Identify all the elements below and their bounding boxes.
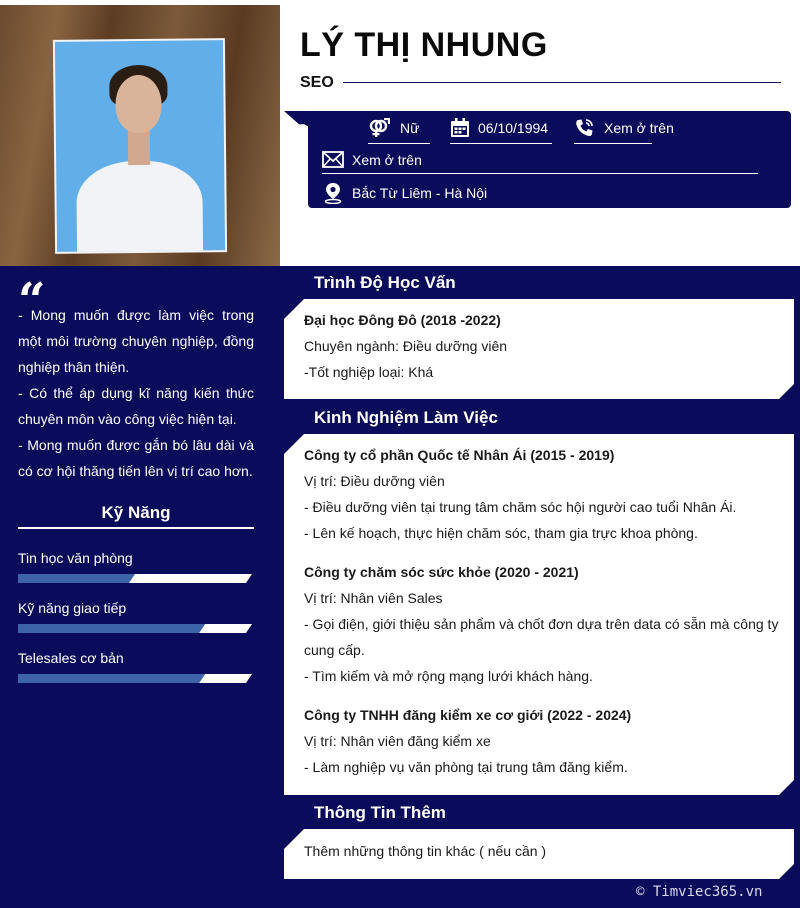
skill-item xyxy=(18,600,254,616)
job-position: Vị trí: Nhân viên đăng kiểm xe xyxy=(304,733,491,749)
phone-value: Xem ở trên xyxy=(604,120,674,136)
skill-bar xyxy=(18,674,252,683)
calendar-icon xyxy=(450,118,470,138)
skill-bar-fill xyxy=(18,674,205,683)
candidate-name: LÝ THỊ NHUNG xyxy=(300,26,548,64)
education-major: Chuyên ngành: Điều dưỡng viên xyxy=(304,338,508,354)
mail-icon xyxy=(322,151,344,168)
job-duty: - Tìm kiếm và mở rộng mạng lưới khách hàng. xyxy=(304,668,593,684)
education-school: Đại học Đông Đô (2018 -2022) xyxy=(304,312,501,328)
objective-line: - Mong muốn được gắn bó lâu dài và có cơ hội thăng tiến lên vị trí cao hơn. xyxy=(18,437,254,479)
phone-item xyxy=(574,118,674,138)
candidate-role: SEO xyxy=(300,74,334,91)
address-item xyxy=(324,182,487,204)
job-duty: - Làm nghiệp vụ văn phòng tại trung tâm đăng kiểm. xyxy=(304,759,628,775)
job-company: Công ty chăm sóc sức khỏe (2020 - 2021) xyxy=(304,564,579,580)
job-entry xyxy=(304,442,784,546)
job-duty: - Điều dưỡng viên tại trung tâm chăm sóc hội người cao tuổi Nhân Ái. xyxy=(304,499,737,515)
skills-title: Kỹ Năng xyxy=(101,503,171,522)
experience-title: Kinh Nghiệm Làm Việc xyxy=(314,408,498,427)
birthday-value: 06/10/1994 xyxy=(478,120,549,136)
phone-icon xyxy=(574,118,594,138)
job-entry xyxy=(304,559,784,689)
job-duty: - Gọi điện, giới thiệu sản phẩm và chốt đơn dựa trên data có sẵn mà công ty cung cấp. xyxy=(304,616,779,658)
education-title: Trình Độ Học Vấn xyxy=(314,273,456,292)
phone-underline xyxy=(574,143,652,144)
role-divider xyxy=(343,82,781,83)
job-company: Công ty TNHH đăng kiểm xe cơ giới (2022 - 2024) xyxy=(304,707,632,723)
gender-item xyxy=(368,118,419,138)
skill-bar xyxy=(18,624,252,633)
extra-text: Thêm những thông tin khác ( nếu cần ) xyxy=(304,843,547,859)
skills-divider xyxy=(18,527,254,529)
skill-label: Telesales cơ bản xyxy=(18,650,124,666)
gender-value: Nữ xyxy=(400,120,420,136)
skill-label: Tin học văn phòng xyxy=(18,550,133,566)
gender-icon xyxy=(368,118,390,138)
birthday-underline xyxy=(450,143,552,144)
skill-item xyxy=(18,650,254,666)
career-objective xyxy=(18,302,254,484)
objective-line: - Mong muốn được làm việc trong một môi trường chuyên nghiệp, đồng nghiệp thân thiện. xyxy=(18,307,254,375)
birthday-item xyxy=(450,118,548,138)
skill-label: Kỹ năng giao tiếp xyxy=(18,600,127,616)
photo-face xyxy=(115,75,162,133)
skill-bar-fill xyxy=(18,624,205,633)
job-company: Công ty cổ phần Quốc tế Nhân Ái (2015 - 2019) xyxy=(304,447,615,463)
objective-line: - Có thể áp dụng kĩ năng kiến thức chuyên môn vào công việc hiện tại. xyxy=(18,385,254,427)
job-position: Vị trí: Điều dưỡng viên xyxy=(304,473,445,489)
extra-title: Thông Tin Thêm xyxy=(314,803,446,822)
quote-icon: “ xyxy=(18,273,46,329)
education-content xyxy=(304,307,784,385)
skill-bar-fill xyxy=(18,574,135,583)
education-grade: -Tốt nghiệp loại: Khá xyxy=(304,364,434,380)
gender-underline xyxy=(368,143,430,144)
skill-bar xyxy=(18,574,252,583)
profile-photo xyxy=(0,5,280,266)
email-item xyxy=(322,151,422,168)
id-photo-card xyxy=(55,40,225,252)
job-duty: - Lên kế hoạch, thực hiện chăm sóc, tham gia trực khoa phòng. xyxy=(304,525,698,541)
footer-copyright: © Timviec365.vn xyxy=(636,884,763,900)
email-underline xyxy=(322,173,758,174)
job-position: Vị trí: Nhân viên Sales xyxy=(304,590,443,606)
job-entry xyxy=(304,702,784,780)
photo-shirt xyxy=(76,160,203,251)
skill-item xyxy=(18,550,254,566)
location-icon xyxy=(324,182,342,204)
email-value: Xem ở trên xyxy=(352,151,422,168)
address-value: Bắc Từ Liêm - Hà Nội xyxy=(352,185,488,201)
